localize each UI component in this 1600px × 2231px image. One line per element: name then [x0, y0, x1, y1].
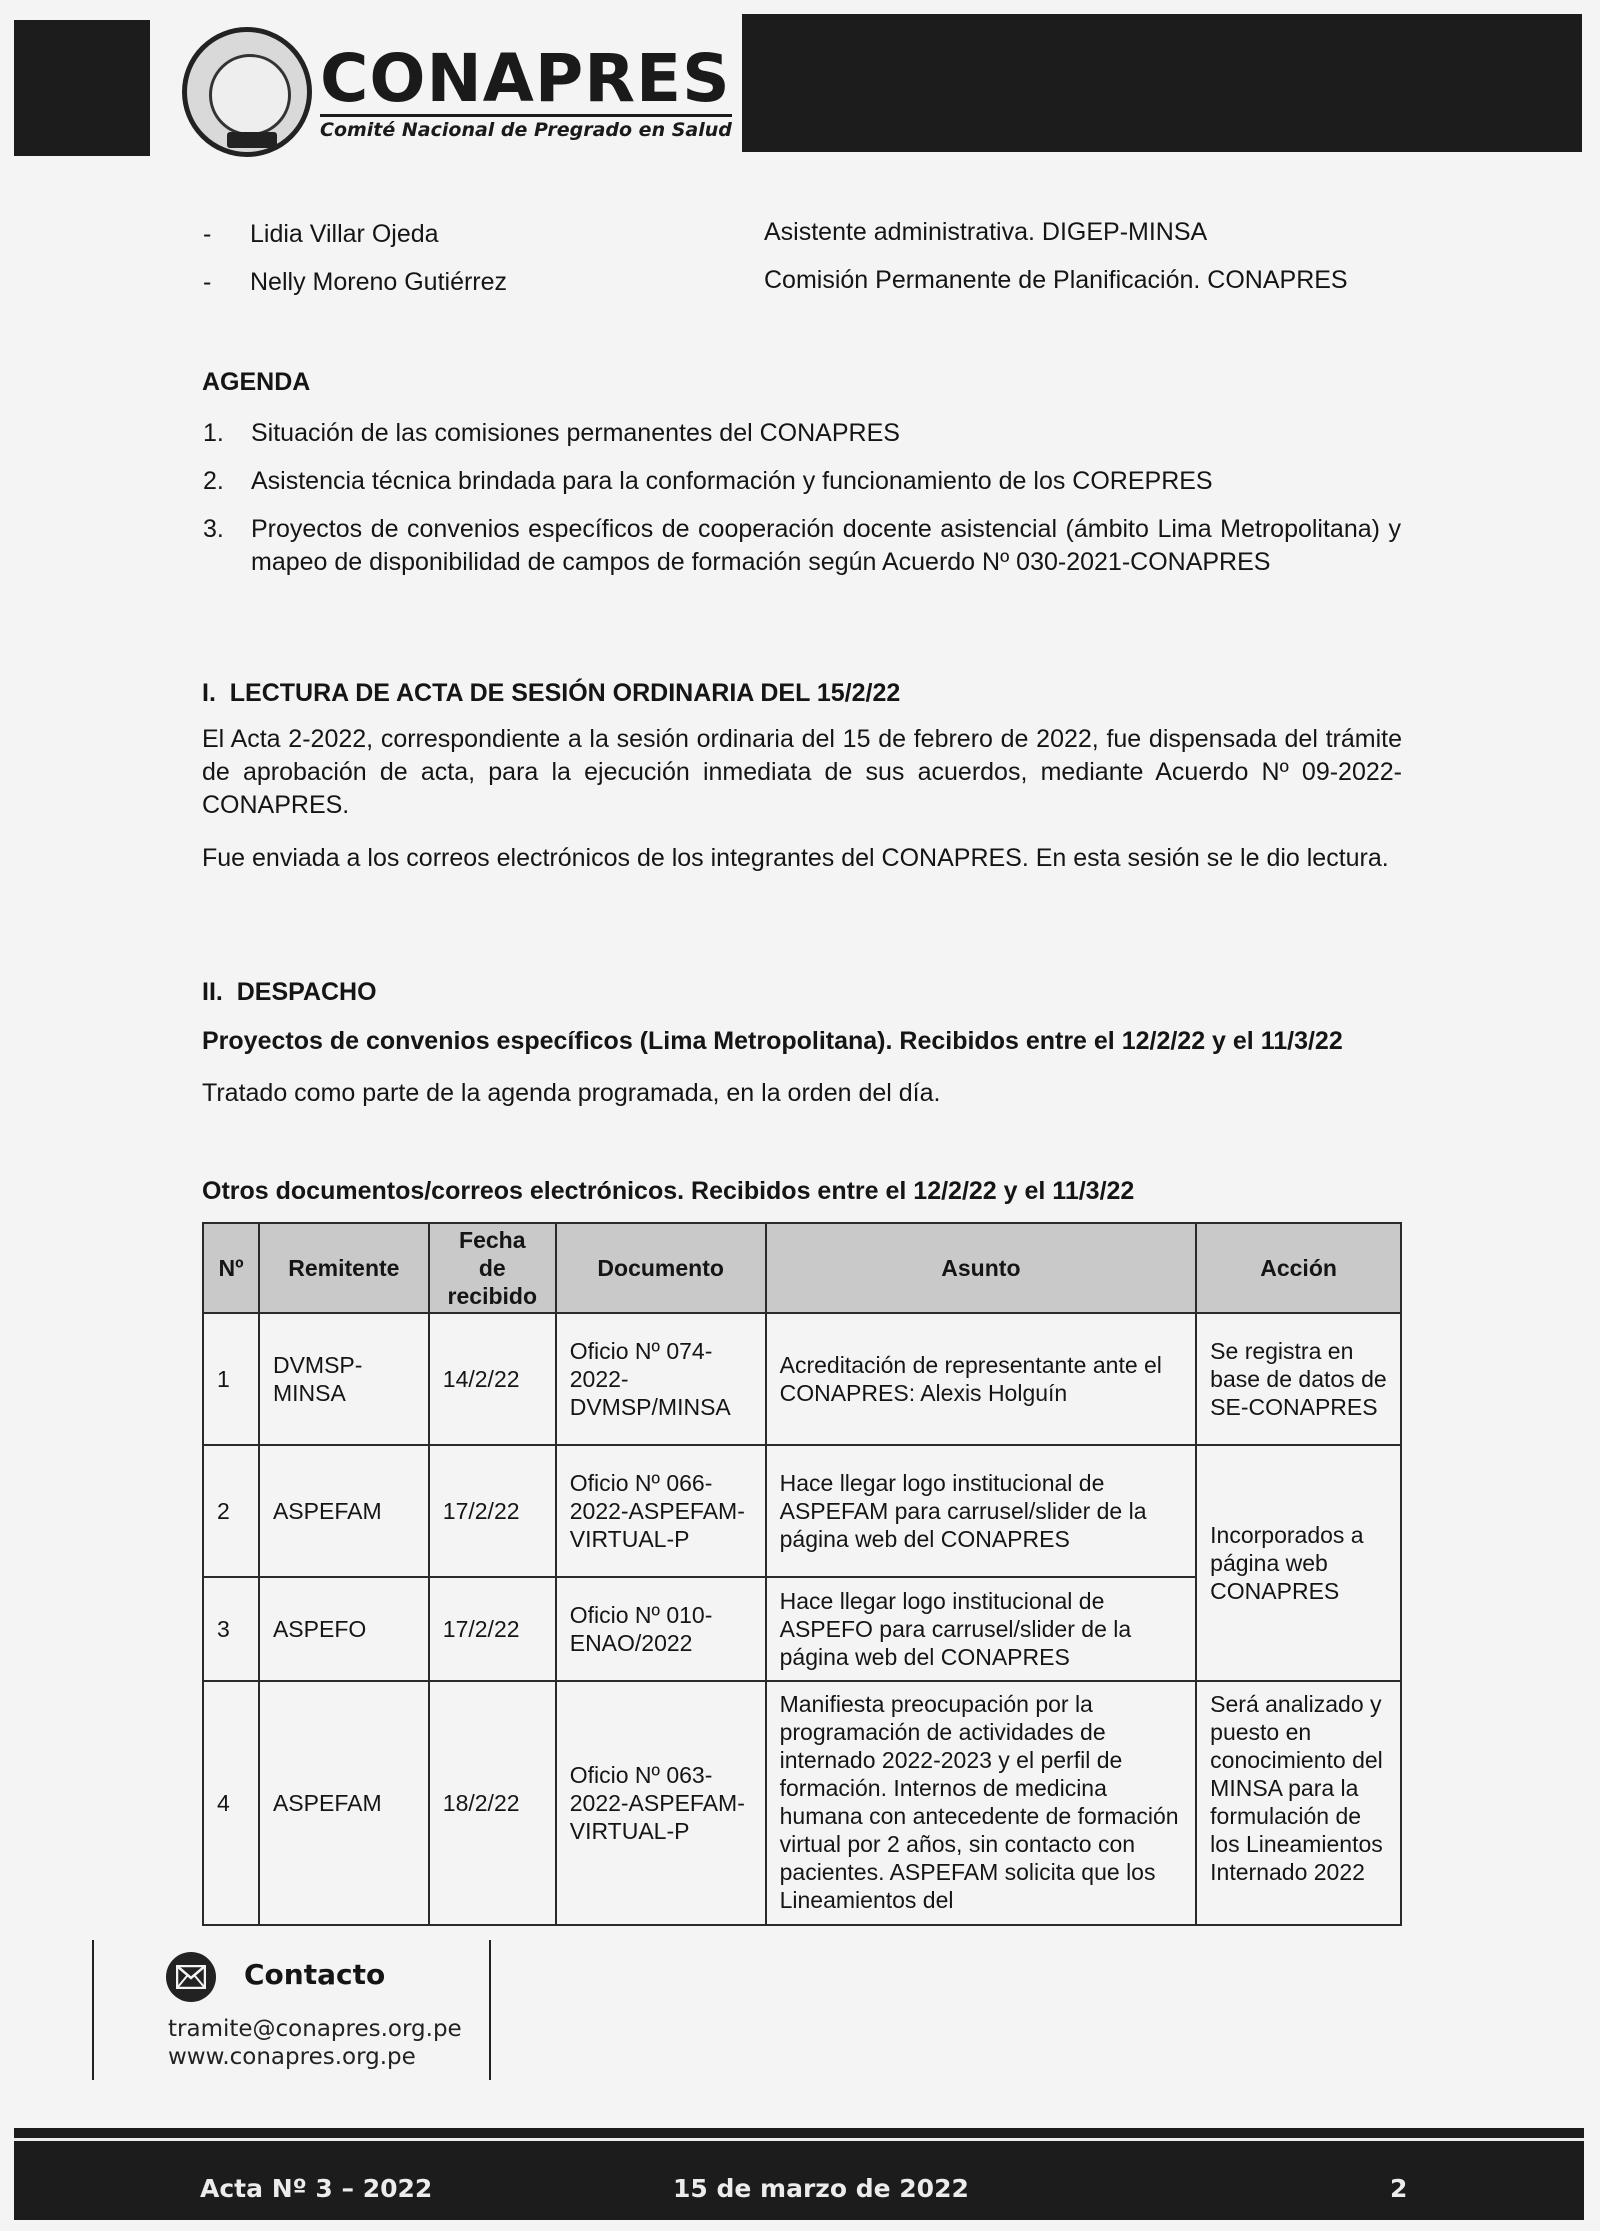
row-number: 4	[203, 1681, 259, 1925]
agenda-item-text: Proyectos de convenios específicos de cooperación docente asistencial (ámbito Lima Metropolitana) y mapeo de disponibilidad de campos de formación según Acuerdo Nº 030-2021-CONAPRES	[251, 515, 1401, 576]
row-document: Oficio Nº 066-2022-ASPEFAM-VIRTUAL-P	[556, 1445, 766, 1577]
table-header-cell: Nº	[203, 1223, 259, 1313]
table-row	[203, 1445, 1401, 1577]
contact-website-link[interactable]: www.conapres.org.pe	[168, 2044, 416, 2070]
attendee-name: Lidia Villar Ojeda	[250, 220, 439, 248]
section-2-subtitle: Otros documentos/correos electrónicos. Recibidos entre el 12/2/22 y el 11/3/22	[202, 1177, 1135, 1205]
row-number: 1	[203, 1313, 259, 1445]
footer-acta-number: Acta Nº 3 – 2022	[200, 2174, 433, 2203]
footer-page-number: 2	[1390, 2174, 1408, 2203]
agenda-item-text: Situación de las comisiones permanentes del CONAPRES	[251, 419, 900, 447]
row-action: Incorporados a página web CONAPRES	[1196, 1445, 1401, 1681]
agenda-item-number: 1.	[203, 419, 224, 447]
conapres-logo	[182, 26, 732, 158]
section-2-title: II. DESPACHO	[202, 978, 377, 1006]
row-subject: Hace llegar logo institucional de ASPEFO para carrusel/slider de la página web del CONAPRES	[766, 1577, 1197, 1681]
row-document: Oficio Nº 074-2022-DVMSP/MINSA	[556, 1313, 766, 1445]
row-date: 18/2/22	[429, 1681, 556, 1925]
agenda-title: AGENDA	[202, 368, 311, 396]
brand-name: CONAPRES	[320, 39, 731, 117]
contact-email-link[interactable]: tramite@conapres.org.pe	[168, 2016, 462, 2042]
table-header-row	[203, 1223, 1401, 1313]
row-date: 14/2/22	[429, 1313, 556, 1445]
row-number: 3	[203, 1577, 259, 1681]
row-document: Oficio Nº 063-2022-ASPEFAM-VIRTUAL-P	[556, 1681, 766, 1925]
attendee-role: Comisión Permanente de Planificación. CONAPRES	[764, 266, 1348, 294]
table-header-cell: Documento	[556, 1223, 766, 1313]
section-2-subtitle: Proyectos de convenios específicos (Lima Metropolitana). Recibidos entre el 12/2/22 y el 11/3/22	[202, 1027, 1343, 1055]
table-header-cell: Fecha de recibido	[429, 1223, 556, 1313]
row-document: Oficio Nº 010-ENAO/2022	[556, 1577, 766, 1681]
section-1-paragraph: Fue enviada a los correos electrónicos de los integrantes del CONAPRES. En esta sesión se le dio lectura.	[202, 844, 1389, 872]
row-sender: ASPEFAM	[259, 1445, 429, 1577]
row-sender: ASPEFAM	[259, 1681, 429, 1925]
row-subject: Manifiesta preocupación por la programación de actividades de internado 2022-2023 y el perfil de formación. Internos de medicina humana con antecedente de formación virtual por 2 años, sin contacto con pacientes. ASPEFAM solicita que los Lineamientos del	[766, 1681, 1197, 1925]
row-number: 2	[203, 1445, 259, 1577]
section-2-text: Tratado como parte de la agenda programada, en la orden del día.	[202, 1079, 941, 1107]
brand-subtitle: Comité Nacional de Pregrado en Salud	[320, 114, 732, 141]
documents-table	[202, 1222, 1402, 1926]
envelope-icon	[166, 1952, 216, 2002]
row-subject: Hace llegar logo institucional de ASPEFAM para carrusel/slider de la página web del CONAPRES	[766, 1445, 1197, 1577]
agenda-item-number: 3.	[203, 515, 224, 543]
attendee-bullet: -	[203, 268, 212, 296]
footer-date: 15 de marzo de 2022	[673, 2174, 969, 2203]
table-row	[203, 1313, 1401, 1445]
section-1-paragraph: El Acta 2-2022, correspondiente a la sesión ordinaria del 15 de febrero de 2022, fue dispensada del trámite de aprobación de acta, para la ejecución inmediata de sus acuerdos, mediante Acuerdo Nº 09-2022-CONAPRES.	[202, 725, 1402, 819]
table-header-cell: Acción	[1196, 1223, 1401, 1313]
header-dark-block-left	[14, 20, 150, 156]
section-1-title: I. LECTURA DE ACTA DE SESIÓN ORDINARIA DEL 15/2/22	[202, 679, 901, 707]
footer-divider	[14, 2138, 1584, 2141]
row-date: 17/2/22	[429, 1445, 556, 1577]
row-date: 17/2/22	[429, 1577, 556, 1681]
attendee-bullet: -	[203, 220, 212, 248]
row-sender: ASPEFO	[259, 1577, 429, 1681]
row-action: Se registra en base de datos de SE-CONAPRES	[1196, 1313, 1401, 1445]
contact-box	[92, 1940, 491, 2080]
row-subject: Acreditación de representante ante el CONAPRES: Alexis Holguín	[766, 1313, 1197, 1445]
table-header-cell: Asunto	[766, 1223, 1197, 1313]
attendee-name: Nelly Moreno Gutiérrez	[250, 268, 508, 296]
conapres-seal-icon	[182, 27, 312, 157]
row-action: Será analizado y puesto en conocimiento del MINSA para la formulación de los Lineamientos Internado 2022	[1196, 1681, 1401, 1925]
table-header-cell: Remitente	[259, 1223, 429, 1313]
contact-title: Contacto	[244, 1958, 386, 1991]
attendee-role: Asistente administrativa. DIGEP-MINSA	[764, 218, 1208, 246]
row-sender: DVMSP-MINSA	[259, 1313, 429, 1445]
agenda-item-text: Asistencia técnica brindada para la conformación y funcionamiento de los COREPRES	[251, 467, 1213, 495]
header-dark-block-right	[742, 14, 1582, 152]
agenda-item-number: 2.	[203, 467, 224, 495]
table-row	[203, 1681, 1401, 1925]
